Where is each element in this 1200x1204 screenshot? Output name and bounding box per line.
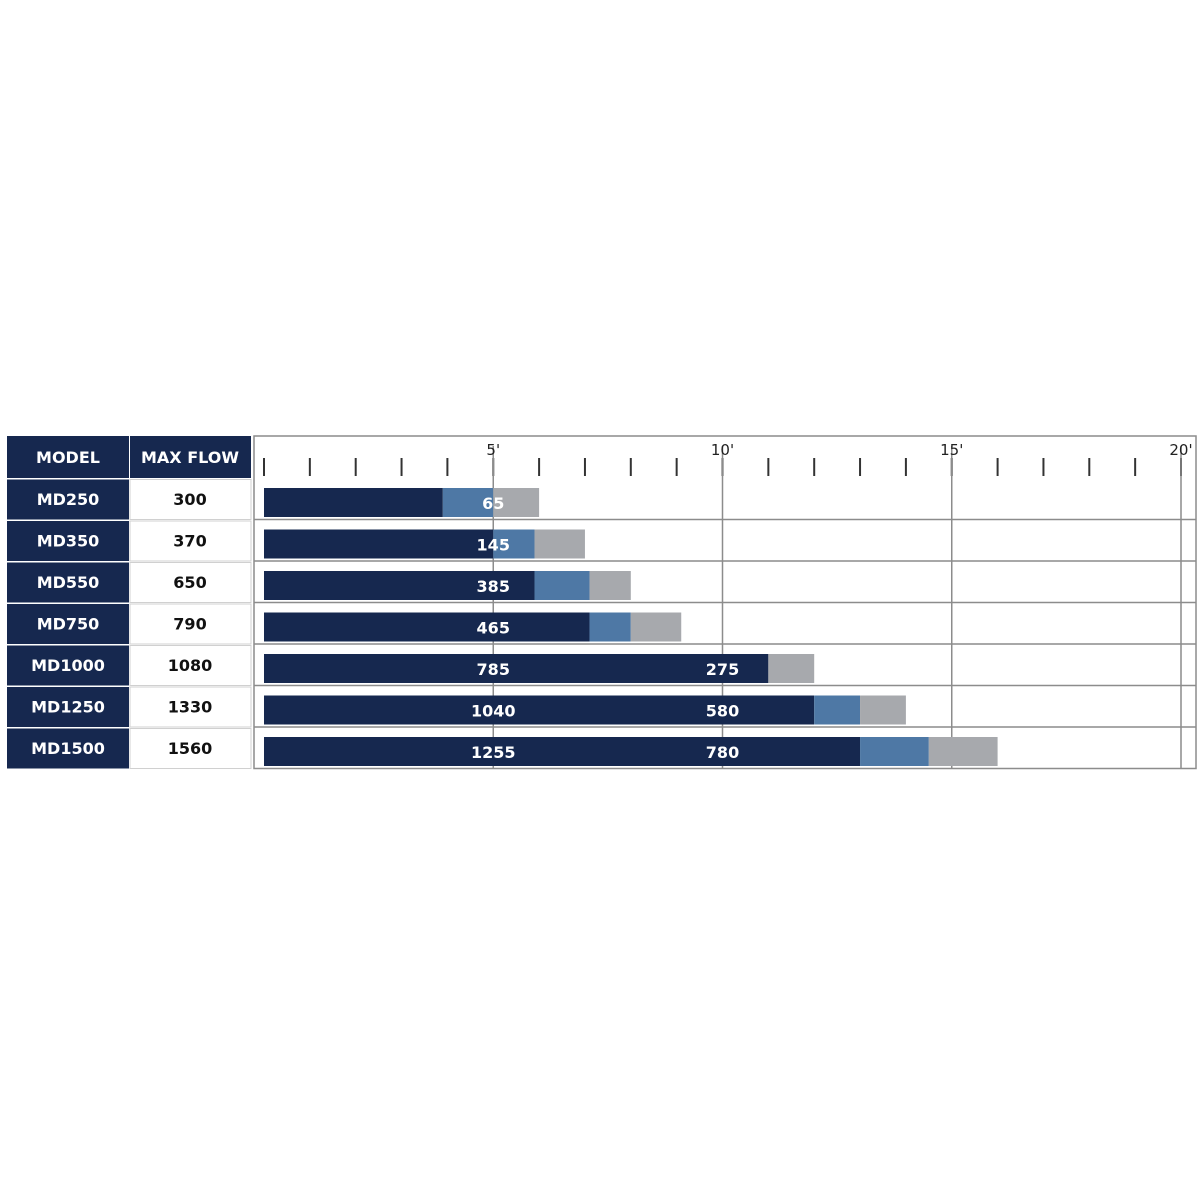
bar-segment-2: [590, 613, 631, 642]
x-tick-label: 20': [1169, 441, 1193, 459]
bar-value-label: 65: [482, 494, 505, 513]
x-tick-label: 5': [486, 441, 501, 459]
bar-segment-3: [929, 737, 998, 766]
bar-segment-1: [264, 488, 443, 517]
bar-segment-1: [264, 737, 860, 766]
bar-segment-2: [860, 737, 929, 766]
model-label: MD550: [36, 573, 100, 592]
flow-value: 1080: [167, 656, 213, 675]
bar-segment-1: [264, 654, 768, 683]
bar-segment-3: [631, 613, 681, 642]
model-label: MD1250: [31, 697, 105, 717]
model-label: MD350: [36, 531, 100, 551]
flow-value: 1560: [167, 739, 213, 758]
bar-value-label: 145: [476, 535, 510, 555]
model-label: MD250: [36, 490, 100, 509]
bar-segment-1: [264, 613, 590, 642]
bar-segment-3: [768, 654, 814, 683]
flow-value: 300: [173, 490, 207, 509]
bar-value-label: 1255: [470, 743, 516, 762]
model-label: MD1500: [31, 739, 105, 758]
flow-value: 650: [173, 573, 207, 592]
flow-value: 1330: [167, 697, 213, 717]
model-label: MD750: [36, 614, 100, 634]
bar-segment-3: [590, 571, 631, 600]
model-label: MD1000: [31, 656, 105, 675]
flow-value: 790: [173, 614, 207, 634]
x-tick-label: 15': [940, 441, 964, 459]
x-tick-label: 10': [710, 441, 735, 459]
bar-value-label: 275: [705, 660, 740, 679]
bar-value-label: 780: [705, 743, 740, 762]
bar-segment-2: [814, 696, 860, 725]
bar-value-label: 580: [705, 701, 740, 721]
max-flow-header: MAX FLOW: [140, 448, 240, 467]
bar-segment-3: [535, 530, 585, 559]
model-header: MODEL: [36, 448, 100, 467]
bar-value-label: 385: [476, 577, 510, 596]
bar-segment-2: [535, 571, 590, 600]
bar-value-label: 1040: [470, 701, 516, 721]
bar-segment-3: [860, 696, 906, 725]
bar-value-label: 785: [476, 660, 510, 679]
bar-segment-1: [264, 530, 493, 559]
flow-value: 370: [173, 531, 207, 551]
bar-value-label: 465: [476, 618, 510, 638]
